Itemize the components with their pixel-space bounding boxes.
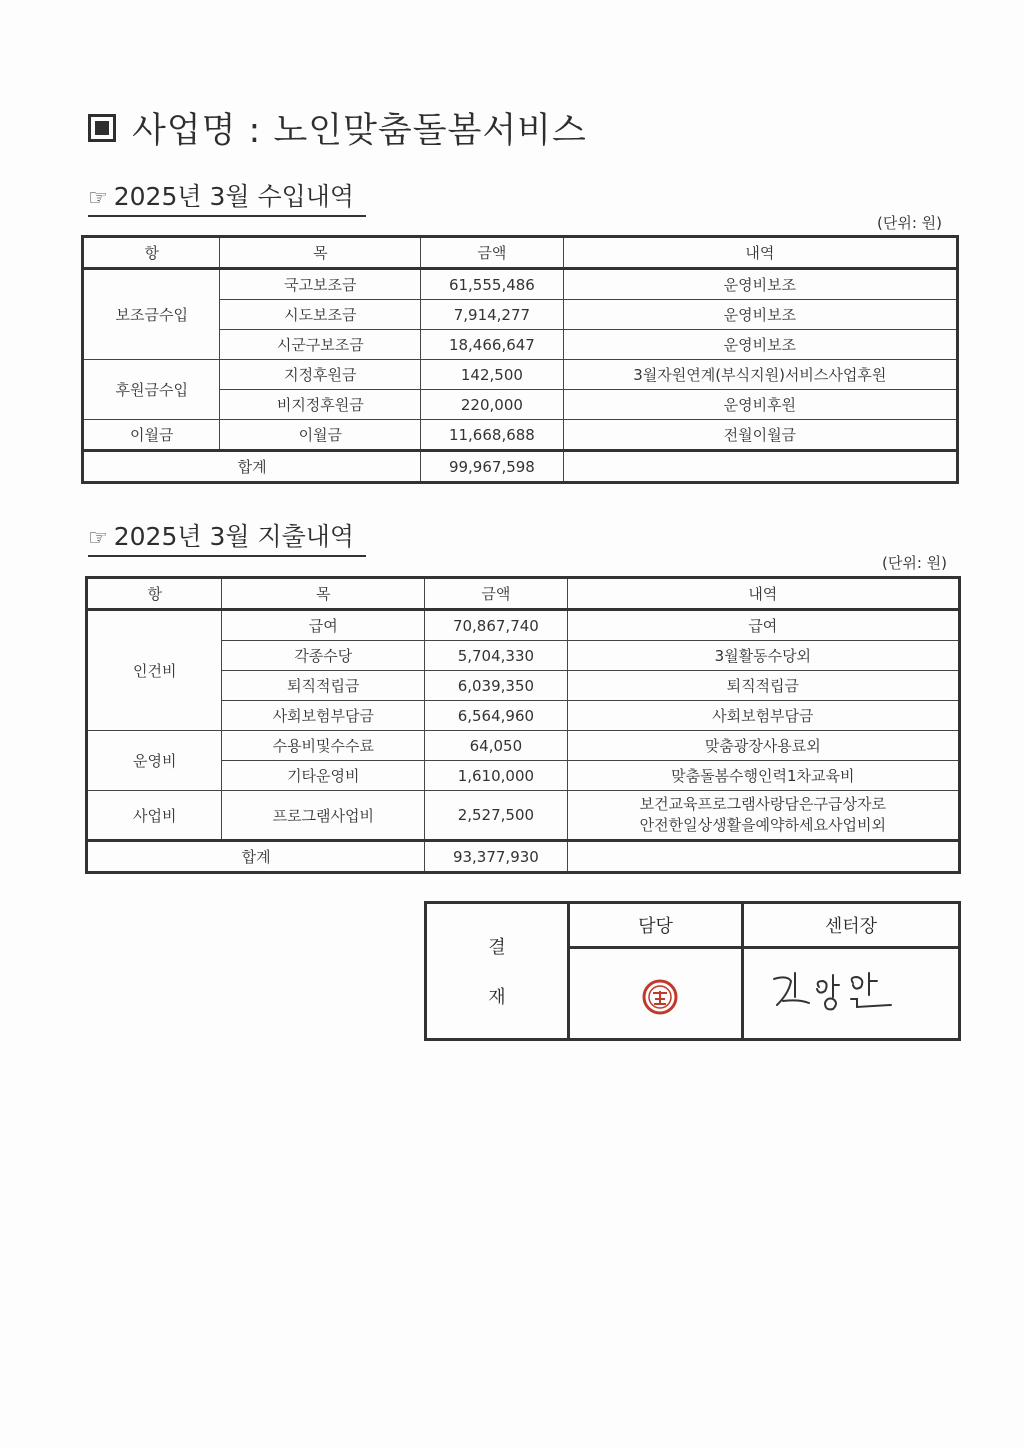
item-cell: 지정후원금 <box>220 360 421 390</box>
amount-cell: 11,668,688 <box>421 420 563 451</box>
total-desc <box>563 451 957 483</box>
category-cell: 이월금 <box>83 420 220 451</box>
header-category: 항 <box>83 237 220 269</box>
item-cell: 시군구보조금 <box>220 330 421 360</box>
seal-stamp <box>640 977 680 1017</box>
total-amount: 93,377,930 <box>425 841 567 873</box>
header-item: 목 <box>220 237 421 269</box>
item-cell: 프로그램사업비 <box>222 791 425 841</box>
amount-cell: 7,914,277 <box>421 300 563 330</box>
desc-line-2: 안전한일상생활을예약하세요사업비외 <box>639 816 886 834</box>
expense-table <box>85 576 961 874</box>
director-signature-cell <box>744 949 958 1038</box>
total-row <box>83 451 958 483</box>
item-cell: 시도보조금 <box>220 300 421 330</box>
header-desc: 내역 <box>563 237 957 269</box>
approval-col-director: 센터장 <box>744 904 958 949</box>
table-header-row <box>87 578 960 610</box>
category-cell: 보조금수입 <box>83 269 220 360</box>
expense-unit: (단위: 원) <box>882 554 947 572</box>
table-row <box>83 269 958 300</box>
item-cell: 기타운영비 <box>222 761 425 791</box>
desc-cell: 사회보험부담금 <box>567 701 959 731</box>
desc-cell: 운영비보조 <box>563 269 957 300</box>
category-cell: 운영비 <box>87 731 222 791</box>
income-table <box>81 235 959 484</box>
desc-cell <box>567 791 959 841</box>
category-cell: 사업비 <box>87 791 222 841</box>
item-cell: 비지정후원금 <box>220 390 421 420</box>
category-cell: 후원금수입 <box>83 360 220 420</box>
table-row <box>87 791 960 841</box>
header-amount: 금액 <box>421 237 563 269</box>
approval-label: 결 재 <box>427 904 570 1038</box>
desc-cell: 운영비보조 <box>563 330 957 360</box>
pointing-hand-icon: ☞ <box>88 186 108 211</box>
pointing-hand-icon: ☞ <box>88 526 108 551</box>
header-item: 목 <box>222 578 425 610</box>
desc-line-1: 보건교육프로그램사랑담은구급상자로 <box>639 795 886 813</box>
desc-cell: 운영비후원 <box>563 390 957 420</box>
business-name: 사업명 : 노인맞춤돌봄서비스 <box>132 111 587 151</box>
desc-cell: 운영비보조 <box>563 300 957 330</box>
expense-heading: ☞ 2025년 3월 지출내역 <box>88 517 366 557</box>
total-amount: 99,967,598 <box>421 451 563 483</box>
table-row <box>87 731 960 761</box>
desc-cell: 급여 <box>567 610 959 641</box>
item-cell: 국고보조금 <box>220 269 421 300</box>
table-row <box>83 420 958 451</box>
amount-cell: 61,555,486 <box>421 269 563 300</box>
total-label: 합계 <box>87 841 425 873</box>
amount-cell: 220,000 <box>421 390 563 420</box>
amount-cell: 6,039,350 <box>425 671 567 701</box>
desc-cell: 3월자원연계(부식지원)서비스사업후원 <box>563 360 957 390</box>
amount-cell: 2,527,500 <box>425 791 567 841</box>
income-unit: (단위: 원) <box>877 214 942 232</box>
desc-cell: 전월이월금 <box>563 420 957 451</box>
square-bullet-icon <box>88 114 116 142</box>
item-cell: 퇴직적립금 <box>222 671 425 701</box>
table-header-row <box>83 237 958 269</box>
header-amount: 금액 <box>425 578 567 610</box>
desc-cell: 퇴직적립금 <box>567 671 959 701</box>
approval-col-staff: 담당 <box>570 904 744 949</box>
table-row <box>83 360 958 390</box>
amount-cell: 70,867,740 <box>425 610 567 641</box>
total-label: 합계 <box>83 451 421 483</box>
page-title <box>88 103 587 153</box>
amount-cell: 1,610,000 <box>425 761 567 791</box>
amount-cell: 64,050 <box>425 731 567 761</box>
total-row <box>87 841 960 873</box>
table-row <box>87 610 960 641</box>
amount-cell: 6,564,960 <box>425 701 567 731</box>
desc-cell: 맞춤광장사용료외 <box>567 731 959 761</box>
header-category: 항 <box>87 578 222 610</box>
item-cell: 이월금 <box>220 420 421 451</box>
category-cell: 인건비 <box>87 610 222 731</box>
staff-signature-cell <box>570 949 744 1038</box>
amount-cell: 142,500 <box>421 360 563 390</box>
income-heading: ☞ 2025년 3월 수입내역 <box>88 177 366 217</box>
desc-cell: 3월활동수당외 <box>567 641 959 671</box>
amount-cell: 5,704,330 <box>425 641 567 671</box>
approval-box <box>424 901 961 1041</box>
total-desc <box>567 841 959 873</box>
item-cell: 각종수당 <box>222 641 425 671</box>
item-cell: 수용비및수수료 <box>222 731 425 761</box>
amount-cell: 18,466,647 <box>421 330 563 360</box>
item-cell: 급여 <box>222 610 425 641</box>
desc-cell: 맞춤돌봄수행인력1차교육비 <box>567 761 959 791</box>
item-cell: 사회보험부담금 <box>222 701 425 731</box>
handwritten-signature <box>769 967 899 1017</box>
header-desc: 내역 <box>567 578 959 610</box>
